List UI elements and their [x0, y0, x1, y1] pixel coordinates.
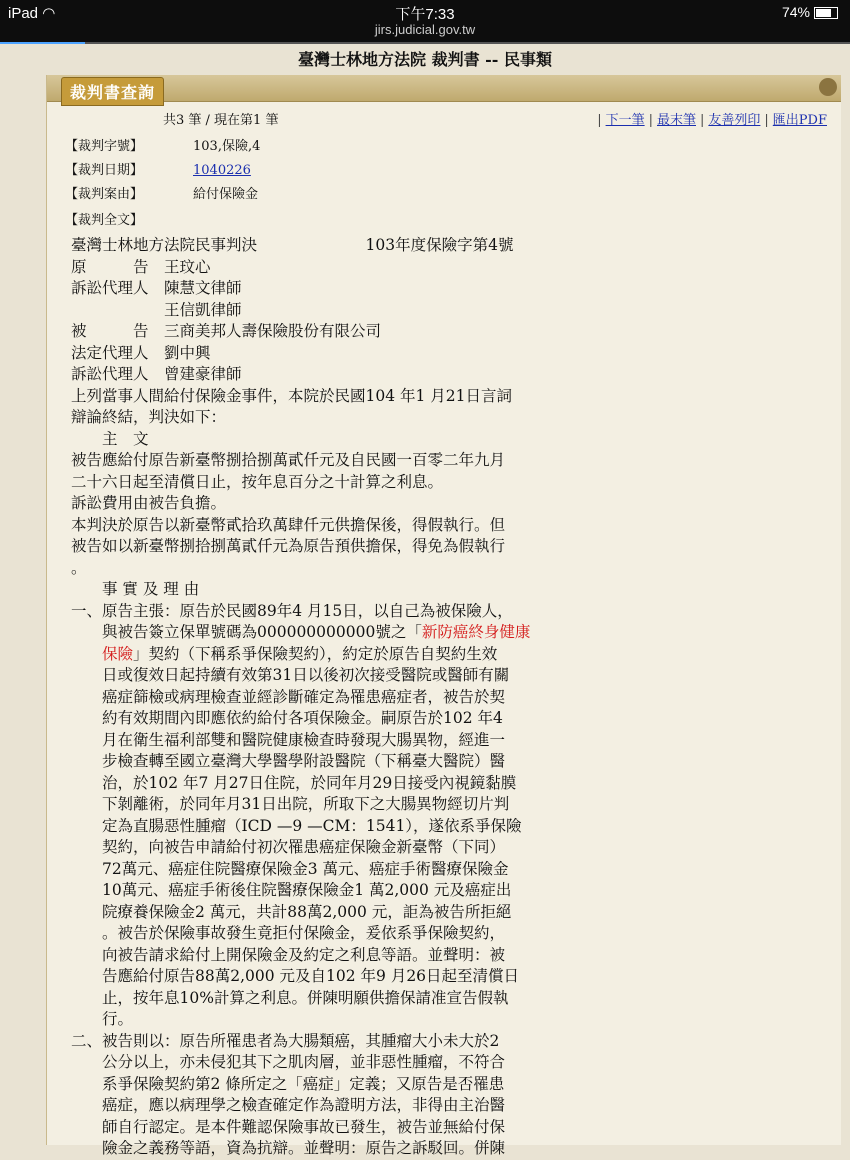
text-line: 被告應給付原告新臺幣捌拾捌萬貳仟元及自民國一百零二年九月 — [71, 451, 506, 469]
page-load-progress — [0, 42, 850, 44]
text-line: 癌症篩檢或病理檢查並經診斷確定為罹患癌症者，被告於契 — [71, 687, 506, 706]
panel-corner-icon — [819, 78, 837, 96]
text-line: 下剝離術，於同年月31日出院，所取下之大腸異物經切片判 — [71, 795, 510, 813]
text-line: 辯論終結，判決如下： — [71, 408, 227, 426]
page-load-progress-fill — [0, 42, 85, 44]
text-line: 契約，向被告申請給付初次罹患癌症保險金新臺幣（下同） — [71, 838, 506, 856]
last-record-link[interactable]: 最末筆 — [656, 113, 696, 128]
record-count: 共3 筆 / 現在第1 筆 — [163, 113, 279, 128]
battery-indicator — [782, 4, 838, 20]
text-line: 告應給付原告88萬2,000 元及自102 年9 月26日起至清償日 — [71, 967, 520, 985]
text-line: 訴訟費用由被告負擔。 — [71, 494, 227, 512]
text-line: 定為直腸惡性腫瘤（ICD —9 —CM：1541），遂依系爭保險 — [71, 816, 522, 835]
text-line: 72萬元、癌症住院醫療保險金3 萬元、癌症手術醫療保險金 — [71, 859, 509, 878]
meta-label: 【裁判案由】 — [65, 187, 144, 202]
clock: 下午7:33 — [395, 6, 455, 23]
next-record-link[interactable]: 下一筆 — [605, 113, 645, 128]
status-bar — [0, 0, 850, 42]
text-line: 行。 — [71, 1010, 134, 1028]
text-line: 本判決於原告以新臺幣貳拾玖萬肆仟元供擔保後，得假執行。但 — [71, 515, 506, 534]
wifi-icon: ◠ — [42, 5, 56, 22]
meta-label: 【裁判字號】 — [65, 139, 144, 154]
highlighted-policy-name — [71, 645, 102, 663]
text-line: 治，於102 年7 月27日住院，於同年月29日接受內視鏡黏膜 — [71, 773, 517, 792]
meta-label: 【裁判全文】 — [65, 213, 144, 228]
meta-full-text — [65, 209, 193, 228]
text-line: 步檢查轉至國立臺灣大學醫學附設醫院（下稱臺大醫院）醫 — [71, 752, 506, 770]
tab-judgment-search[interactable]: 裁判書查詢 — [61, 77, 164, 106]
judgment-date-link[interactable]: 1040226 — [193, 163, 251, 178]
print-friendly-link[interactable]: 友善列印 — [708, 113, 761, 128]
text-line: 10萬元、癌症手術後住院醫療保險金1 萬2,000 元及癌症出 — [71, 881, 512, 899]
text-line: 王信凱律師 — [71, 300, 242, 319]
meta-value: 給付保險金 — [193, 187, 259, 202]
text-line: 月在衛生福利部雙和醫院健康檢查時發現大腸異物，經進一 — [71, 730, 506, 749]
text-line: 約有效期間內即應依約給付各項保險金。嗣原告於102 年4 — [71, 709, 503, 727]
text-line: 訴訟代理人 陳慧文律師 — [71, 279, 242, 297]
text-line: 日或復效日起持續有效第31日以後初次接受醫院或醫師有關 — [71, 666, 510, 684]
panel-header — [47, 75, 841, 102]
text-line: 二十六日起至清償日止，按年息百分之十計算之利息。 — [71, 472, 444, 491]
nav-links: | 下一筆 | 最末筆 | 友善列印 | 匯出PDF — [597, 113, 827, 128]
text-line: 事 實 及 理 由 — [71, 580, 200, 598]
judgment-full-text — [71, 235, 551, 1160]
text-line: 主 文 — [71, 429, 149, 448]
text-line: 師自行認定。是本件難認保險事故已發生，被告並無給付保 — [71, 1117, 506, 1136]
text-line: 一、原告主張：原告於民國89年4 月15日，以自己為被保險人， — [71, 601, 513, 620]
url-bar[interactable]: jirs.judicial.gov.tw — [374, 22, 476, 37]
meta-case-number — [65, 135, 260, 154]
battery-icon — [814, 7, 838, 19]
text-line: 系爭保險契約第2 條所定之「癌症」定義；又原告是否罹患 — [71, 1074, 505, 1093]
meta-judgment-date — [65, 159, 251, 178]
text-line: 。被告於保險事故發生竟拒付保險金，爰依系爭保險契約， — [71, 924, 506, 942]
text-line: 法定代理人 劉中興 — [71, 343, 211, 362]
text-line: 。 — [71, 558, 87, 577]
text-line: 被告如以新臺幣捌拾捌萬貳仟元為原告預供擔保，得免為假執行 — [71, 537, 506, 555]
text-line: 止，按年息10%計算之利息。併陳明願供擔保請准宣告假執 — [71, 988, 509, 1007]
text-line: 向被告請求給付上開保險金及約定之利息等語。並聲明：被 — [71, 945, 506, 964]
text-line: 院療養保險金2 萬元，共計88萬2,000 元，詎為被告所拒絕 — [71, 902, 512, 921]
text-line: 與被告簽立保單號碼為000000000000號之「新防癌終身健康 — [71, 623, 531, 641]
text-line: 原 告 王玟心 — [71, 257, 211, 276]
highlighted-policy-name: 新防癌終身健康 — [421, 623, 531, 641]
device-name: iPad — [8, 5, 39, 22]
text-line: 保險」契約（下稱系爭保險契約），約定於原告自契約生效 — [71, 644, 551, 666]
text-line: 上列當事人間給付保險金事件，本院於民國104 年1 月21日言詞 — [71, 386, 513, 405]
text-line: 公分以上，亦未侵犯其下之肌肉層，並非惡性腫瘤，不符合 — [71, 1053, 506, 1071]
highlighted-policy-name: 保險 — [102, 644, 134, 663]
meta-value: 103,保險,4 — [193, 139, 261, 154]
export-pdf-link[interactable]: 匯出PDF — [772, 113, 827, 128]
page-title: 臺灣士林地方法院 裁判書 -- 民事類 — [298, 50, 552, 69]
text-line: 訴訟代理人 曾建豪律師 — [71, 365, 242, 383]
text-line: 癌症，應以病理學之檢查確定作為證明方法，非得由主治醫 — [71, 1096, 506, 1114]
battery-percent: 74% — [781, 4, 810, 20]
text-line: 險金之義務等語，資為抗辯。並聲明：原告之訴駁回。併陳 — [71, 1139, 506, 1157]
judgment-panel — [46, 75, 841, 1157]
text-line: 被 告 三商美邦人壽保險股份有限公司 — [71, 322, 382, 340]
meta-case-reason — [65, 183, 258, 202]
text-line: 二、被告則以：原告所罹患者為大腸類癌，其腫瘤大小未大於2 — [71, 1031, 500, 1050]
meta-label: 【裁判日期】 — [65, 163, 144, 178]
text-line: 臺灣士林地方法院民事判決 103年度保險字第4號 — [71, 236, 514, 254]
